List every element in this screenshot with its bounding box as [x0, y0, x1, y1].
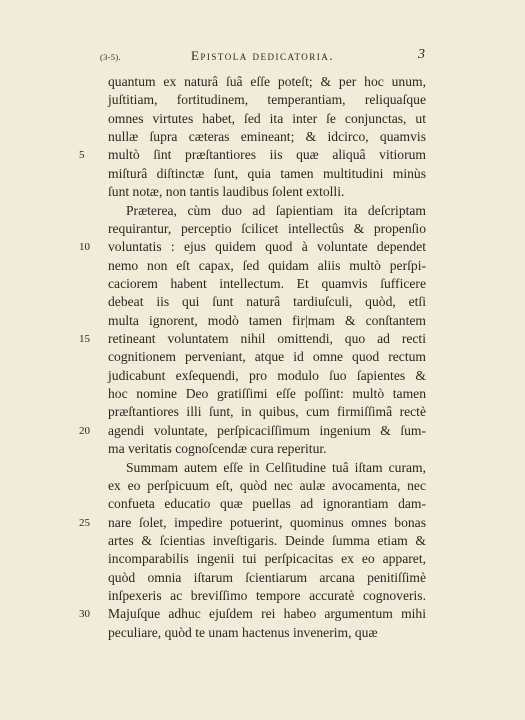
- line-number: 5: [79, 149, 85, 162]
- text-line: [108, 477, 426, 495]
- text-line: [108, 91, 426, 109]
- line-text: nullæ ſupra cæteras emineant; & idcirco, quamvis: [108, 129, 426, 145]
- line-text: Majuſque adhuc ejuſdem rei habeo argumentum mihi: [108, 606, 426, 622]
- line-text: multa ignorent, modò tamen fir|mam & conſtantem: [108, 312, 426, 328]
- text-line: [108, 293, 426, 311]
- text-line: [108, 312, 426, 330]
- text-line: [108, 569, 426, 587]
- text-line: [79, 514, 426, 532]
- text-line: [108, 275, 426, 293]
- text-line: [108, 110, 426, 128]
- line-text: cognitionem perveniant, atque id omne quod rectum: [108, 349, 426, 365]
- line-text: incomparabilis ingenii tui perſpicacitas ex eo apparet,: [108, 551, 426, 567]
- text-line: [79, 238, 426, 256]
- line-text: multò ſint præſtantiores iis quæ aliquâ vitiorum: [108, 147, 426, 163]
- line-text: inſpexeris ac breviſſimo tempore accuratè cognoveris.: [108, 588, 426, 604]
- line-text: judicabunt exſequendi, pro modulo ſuo ſapientes &: [108, 367, 426, 383]
- line-text: nare ſolet, impedire potuerint, quominus omnes bonas: [108, 514, 426, 530]
- text-line: [108, 73, 426, 91]
- text-line: [108, 367, 426, 385]
- line-text: artes & ſcientias inveſtigaris. Deinde ſumma etiam &: [108, 532, 426, 548]
- text-line: [79, 146, 426, 164]
- line-text: voluntatis : ejus quidem quod à voluntate dependet: [108, 239, 426, 255]
- text-line: [108, 385, 426, 403]
- line-text: requirantur, perceptio ſcilicet intellectûs & propenſio: [108, 220, 426, 236]
- page-number: 3: [418, 47, 425, 62]
- line-text: peculiare, quòd te unam hactenus invenerim, quæ: [108, 624, 378, 640]
- text-line: [108, 459, 426, 477]
- text-line: [79, 605, 426, 623]
- folio-reference: (3-5).: [100, 52, 121, 62]
- line-number: 10: [79, 241, 90, 254]
- line-text: nemo non eſt capax, ſed quidam aliis multò perſpi-: [108, 257, 426, 273]
- text-line: [79, 330, 426, 348]
- line-text: quantum ex naturâ ſuâ eſſe poteſt; & per hoc unum,: [108, 74, 426, 89]
- line-number: 20: [79, 424, 90, 437]
- line-number: 30: [79, 608, 90, 621]
- running-title: Epistola dedicatoria.: [190, 48, 335, 63]
- text-line: [108, 532, 426, 550]
- line-text: debeat iis qui ſunt naturâ tardiuſculi, quòd, etſi: [108, 294, 426, 310]
- line-number: 15: [79, 333, 90, 346]
- text-line: [108, 128, 426, 146]
- line-text: caciorem habent intellectum. Et quamvis ſufficere: [108, 275, 426, 291]
- text-line: [108, 587, 426, 605]
- line-text: Præterea, cùm duo ad ſapientiam ita deſcriptam: [126, 202, 426, 218]
- text-line: [108, 624, 426, 642]
- line-text: ſunt notæ, non tantis laudibus ſolent extolli.: [108, 184, 345, 200]
- line-text: quòd omnia iſtarum ſcientiarum arcana penitiſſimè: [108, 569, 426, 585]
- text-line: [108, 183, 426, 201]
- text-line: [108, 495, 426, 513]
- line-text: confueta educatio quæ puellas ad ignorantiam dam-: [108, 496, 426, 512]
- text-line: [108, 165, 426, 183]
- body-text: [79, 73, 426, 642]
- line-text: juſtitiam, fortitudinem, temperantiam, reliquaſque: [108, 92, 426, 108]
- line-text: ex eo perſpicuum eſt, quòd nec aulæ avocamenta, nec: [108, 477, 426, 493]
- line-text: ma veritatis cognoſcendæ cura reperitur.: [108, 441, 327, 457]
- text-line: [108, 403, 426, 421]
- text-line: [108, 348, 426, 366]
- text-line: [108, 257, 426, 275]
- text-line: [108, 220, 426, 238]
- page-header: [0, 48, 525, 68]
- line-text: agendi voluntate, perſpicaciſſimum ingenium & ſum-: [108, 422, 426, 438]
- text-line: [79, 422, 426, 440]
- line-text: omnes virtutes habet, ſed ita inter ſe conjunctas, ut: [108, 110, 426, 126]
- line-text: retineant voluntatem nihil omittendi, quo ad recti: [108, 331, 426, 347]
- text-line: [108, 440, 426, 458]
- line-number: 25: [79, 516, 90, 529]
- line-text: Summam autem eſſe in Celſitudine tuâ iſtam curam,: [126, 459, 426, 475]
- line-text: hoc nomine Deo gratiſſimi eſſe poſſint: multò tamen: [108, 386, 426, 402]
- text-line: [108, 202, 426, 220]
- text-line: [108, 550, 426, 568]
- line-text: præſtantiores illi ſunt, in quibus, cum firmiſſimâ rectè: [108, 404, 426, 420]
- line-text: miſturâ diſtinctæ ſunt, quia tamen multitudini minùs: [108, 165, 426, 181]
